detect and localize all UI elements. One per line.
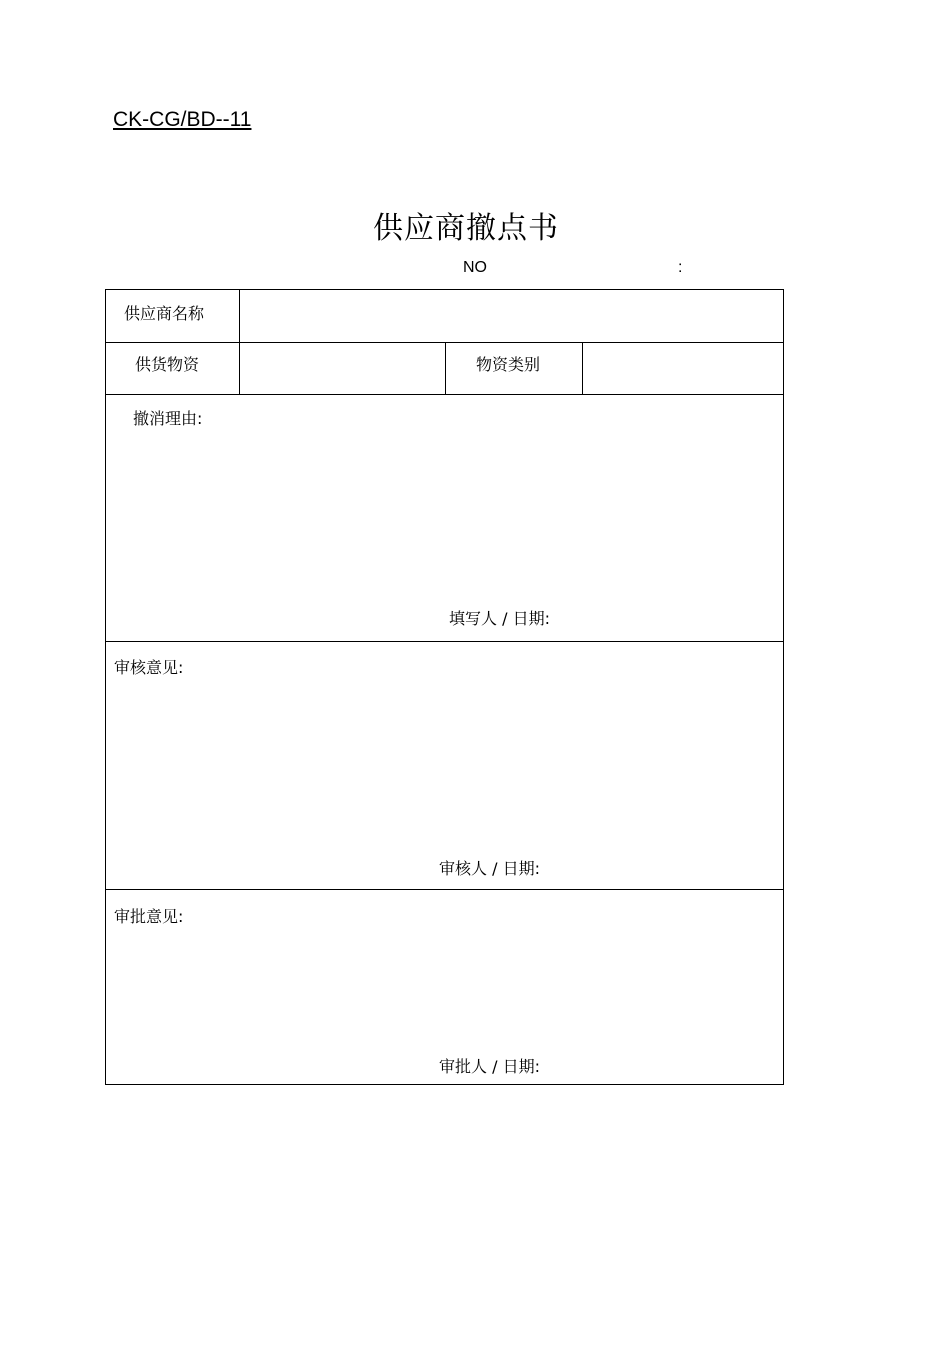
revoke-reason-label: 撤消理由: xyxy=(133,409,203,428)
row-divider xyxy=(106,889,783,890)
approval-opinion-label: 审批意见: xyxy=(114,907,184,926)
revocation-form-table xyxy=(105,289,784,1085)
number-label: NO xyxy=(463,259,487,276)
supply-goods-field[interactable] xyxy=(240,343,445,394)
column-divider xyxy=(445,342,446,394)
review-opinion-label: 审核意见: xyxy=(114,658,184,677)
supply-goods-label: 供货物资 xyxy=(135,355,200,374)
supplier-name-label: 供应商名称 xyxy=(124,304,205,323)
approval-opinion-field[interactable] xyxy=(106,930,784,1040)
row-divider xyxy=(106,641,783,642)
filler-date-label: 填写人 / 日期: xyxy=(449,609,550,628)
document-code: CK-CG/BD--11 xyxy=(113,108,252,131)
row-divider xyxy=(106,394,783,395)
approver-date-label: 审批人 / 日期: xyxy=(439,1057,540,1076)
reviewer-date-label: 审核人 / 日期: xyxy=(439,859,540,878)
revoke-reason-field[interactable] xyxy=(106,430,784,590)
goods-category-label: 物资类别 xyxy=(476,355,541,374)
number-colon: : xyxy=(678,259,683,276)
review-opinion-field[interactable] xyxy=(106,680,784,840)
supplier-name-field[interactable] xyxy=(240,290,784,342)
document-title: 供应商撤点书 xyxy=(373,211,559,246)
goods-category-field[interactable] xyxy=(583,343,784,394)
